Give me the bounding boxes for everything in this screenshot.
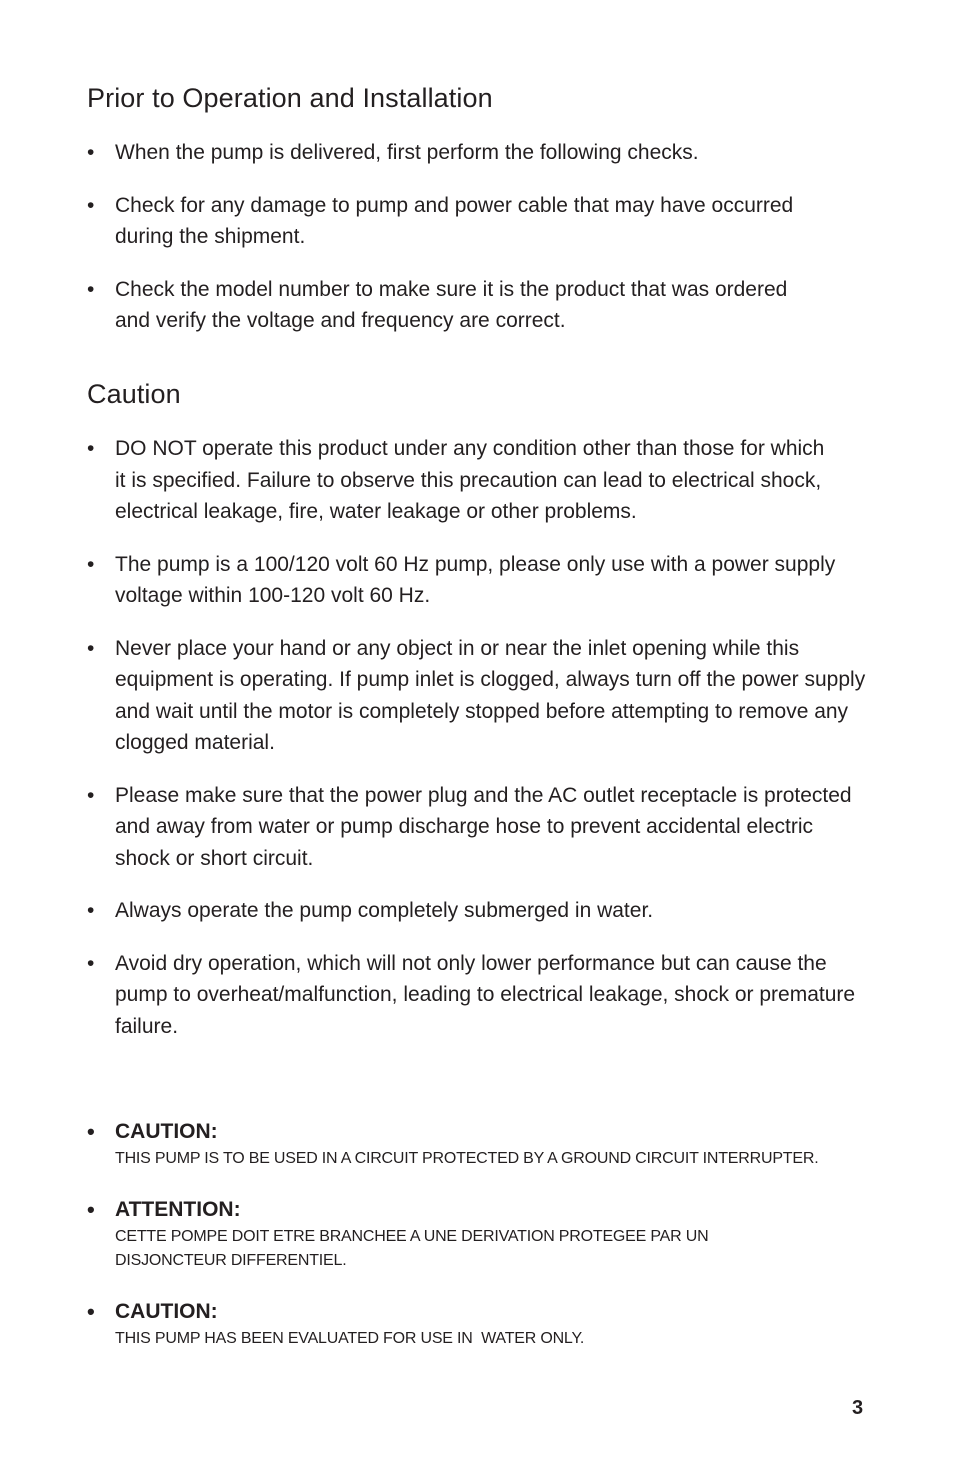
bullet-icon: •: [87, 193, 95, 217]
list-item-text: When the pump is delivered, first perform the following checks.: [115, 141, 699, 164]
list-item-text: DO NOT operate this product under any condition other than those for which it is specified. Failure to observe this precaution can lead to electrical shock, electrical leakage, fire, water leakage or other problems.: [115, 437, 825, 523]
list-item-text: Check the model number to make sure it is the product that was ordered and verify the voltage and frequency are correct.: [115, 277, 788, 332]
prior-to-operation-list: [87, 137, 877, 337]
notice-label: ATTENTION:: [115, 1198, 241, 1221]
bullet-icon: •: [87, 437, 95, 460]
page-number: 3: [852, 1397, 864, 1419]
section-title-prior-to-operation: Prior to Operation and Installation: [87, 83, 493, 113]
list-item-text: The pump is a 100/120 volt 60 Hz pump, please only use with a power supply voltage within 100-120 volt 60 Hz.: [115, 552, 836, 607]
notice-item: [87, 1195, 887, 1273]
list-item-text: Check for any damage to pump and power cable that may have occurred during the shipment.: [115, 193, 794, 248]
list-item: [87, 895, 877, 927]
bullet-icon: •: [87, 899, 95, 922]
list-item: [87, 948, 877, 1043]
warning-notices: [87, 1117, 887, 1351]
notice-item: [87, 1297, 887, 1351]
bullet-icon: •: [87, 552, 95, 576]
bullet-icon: •: [87, 1119, 95, 1144]
list-item: [87, 780, 877, 875]
list-item: [87, 274, 877, 337]
bullet-icon: •: [87, 1197, 95, 1222]
notice-text: THIS PUMP IS TO BE USED IN A CIRCUIT PROTECTED BY A GROUND CIRCUIT INTERRUPTER.: [115, 1150, 819, 1167]
list-item-text: Please make sure that the power plug and the AC outlet receptacle is protected and away from water or pump discharge hose to prevent accidental electric shock or short circuit.: [115, 783, 852, 870]
list-item: [87, 137, 877, 169]
notice-text: CETTE POMPE DOIT ETRE BRANCHEE A UNE DERIVATION PROTEGEE PAR UN DISJONCTEUR DIFFERENTIEL.: [115, 1228, 709, 1269]
bullet-icon: •: [87, 1299, 95, 1324]
notice-label: CAUTION:: [115, 1300, 218, 1323]
notice-text: THIS PUMP HAS BEEN EVALUATED FOR USE IN WATER ONLY.: [115, 1330, 585, 1347]
bullet-icon: •: [87, 951, 95, 975]
section-title-caution: Caution: [87, 379, 181, 409]
notice-item: [87, 1117, 887, 1171]
notice-label: CAUTION:: [115, 1120, 218, 1143]
list-item: [87, 549, 877, 612]
list-item: [87, 633, 877, 759]
list-item: [87, 433, 877, 528]
list-item-text: Never place your hand or any object in or near the inlet opening while this equipment is operating. If pump inlet is clogged, always turn off the power supply and wait until the motor is completely stopped before attempting to remove any clogged material.: [115, 636, 866, 754]
list-item-text: Avoid dry operation, which will not only lower performance but can cause the pump to overheat/malfunction, leading to electrical leakage, shock or premature failure.: [115, 951, 856, 1038]
caution-list: [87, 433, 877, 1042]
bullet-icon: •: [87, 783, 95, 807]
bullet-icon: •: [87, 277, 95, 301]
bullet-icon: •: [87, 141, 95, 164]
bullet-icon: •: [87, 636, 95, 660]
list-item-text: Always operate the pump completely submerged in water.: [115, 899, 654, 922]
list-item: [87, 190, 877, 253]
